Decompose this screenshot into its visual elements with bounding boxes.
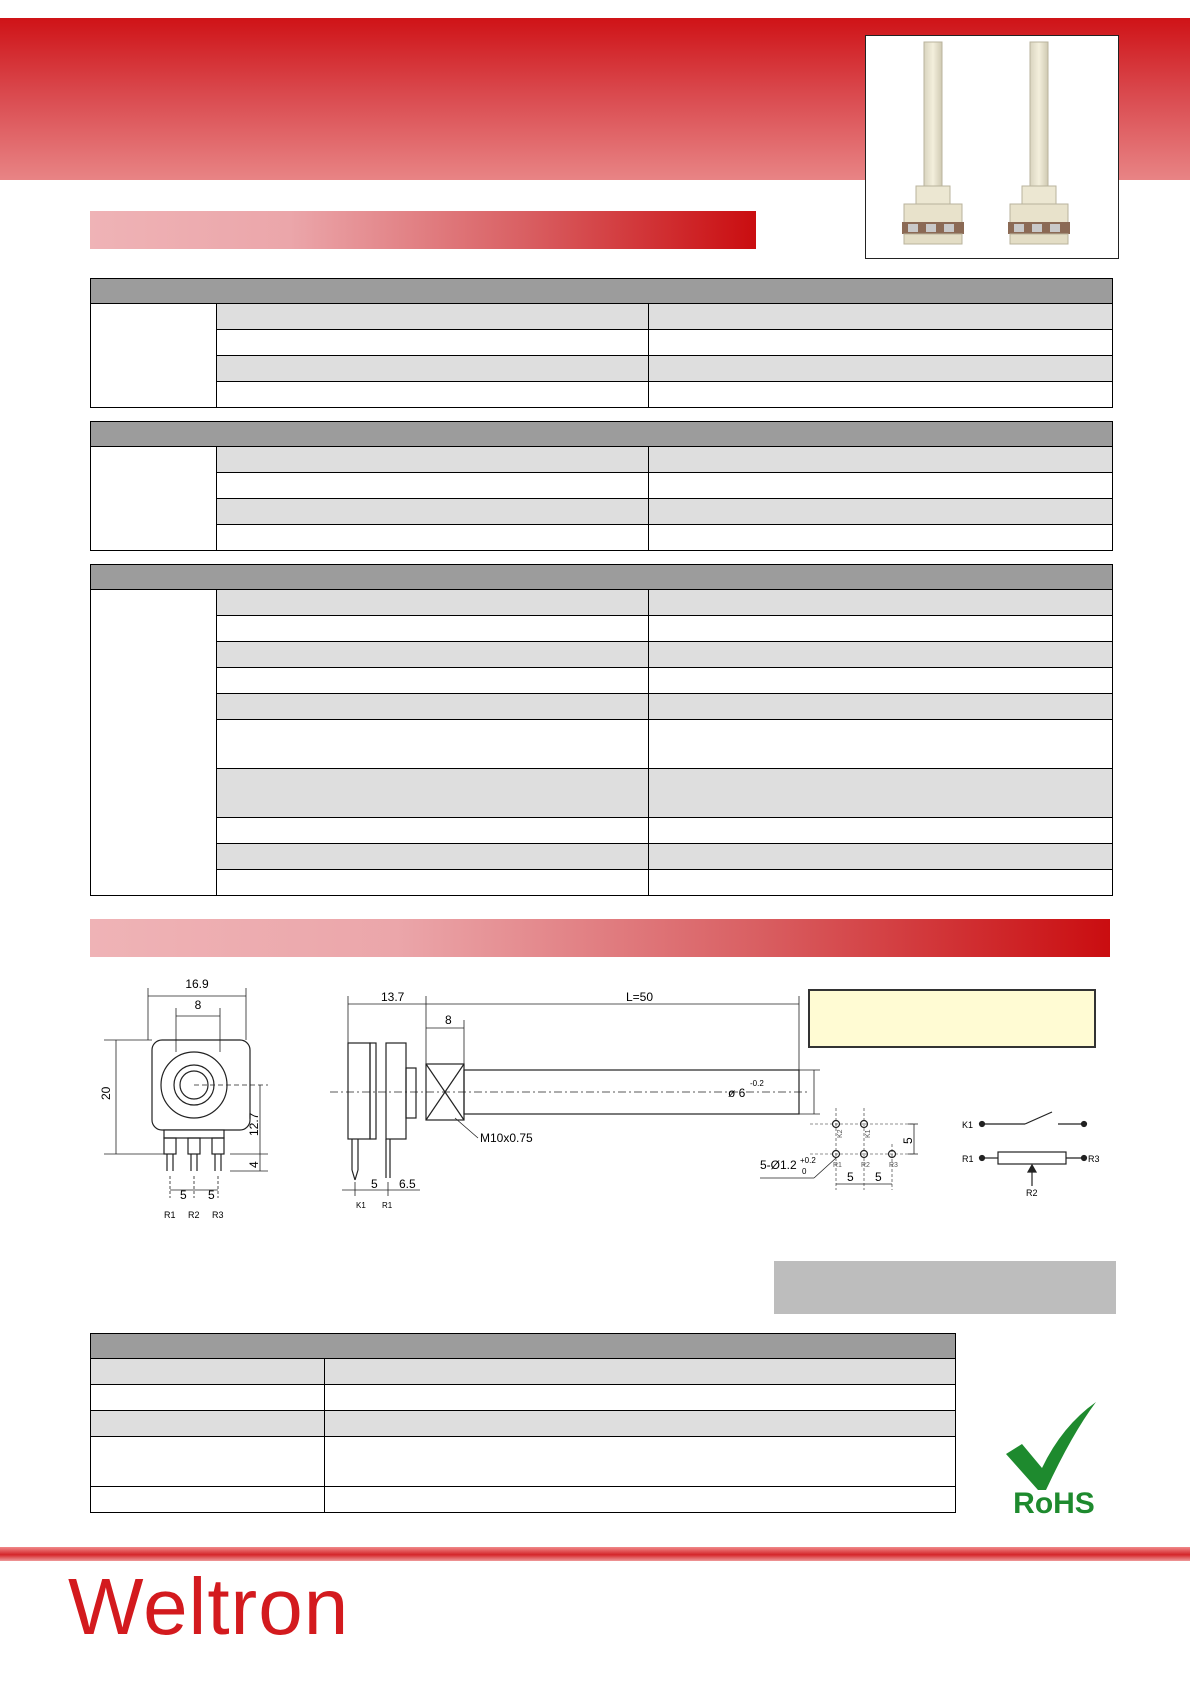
table-cell [217,720,649,769]
table-cell [217,694,649,720]
schematic-r1: R1 [962,1154,974,1164]
schematic-r2: R2 [1026,1188,1038,1198]
pcb-label-k2: K2 [837,1129,844,1138]
side-view-drawing [330,996,820,1196]
table-cell [649,694,1113,720]
table-cell [217,304,649,330]
table-cell [217,473,649,499]
weltron-logo: Weltron [68,1562,350,1651]
table-cell [649,473,1113,499]
table-cell [649,330,1113,356]
pcb-label-k1: K1 [865,1129,872,1138]
table-cell [217,525,649,551]
dim-hole-tol-top: +0.2 [800,1156,816,1165]
table-cell [649,304,1113,330]
table-cell [217,616,649,642]
table-cell [649,769,1113,818]
row-group-label [91,447,217,551]
dim-pin-pitch-2: 5 [208,1188,215,1202]
pin-label-r1: R1 [164,1210,176,1220]
dim-shaft-tolerance: -0.2 [750,1079,764,1088]
table-cell [325,1437,956,1487]
table-header [91,422,1113,447]
table-cell [325,1359,956,1385]
table-cell [91,1385,325,1411]
schematic-r3: R3 [1088,1154,1100,1164]
table-header [91,279,1113,304]
table-cell [217,499,649,525]
pin-label-r3: R3 [212,1210,224,1220]
table-cell [91,1487,325,1513]
table-cell [325,1411,956,1437]
dim-thread: M10x0.75 [480,1131,533,1145]
side-label-k1: K1 [356,1201,366,1210]
row-group-label [91,304,217,408]
table-cell [649,356,1113,382]
schematic-k1: K1 [962,1120,974,1130]
table-cell [649,818,1113,844]
section-bar-features [90,211,756,249]
spec-table-1 [90,278,1113,408]
table-header [91,565,1113,590]
table-cell [217,382,649,408]
section-bar-dimensions [90,919,1110,957]
table-cell [217,590,649,616]
dim-shaft-length: L=50 [626,990,654,1004]
rohs-badge [1000,1400,1110,1520]
table-cell [91,1411,325,1437]
dim-side-pin-1: 5 [371,1177,378,1191]
dim-pcb-pitch-1: 5 [847,1170,854,1184]
table-header [91,1334,956,1359]
dim-holes: 5-Ø1.2 [760,1158,797,1172]
table-cell [649,382,1113,408]
pcb-layout-drawing [760,1108,918,1190]
dim-shaft-diameter: ø 6 [728,1086,746,1100]
spec-table-3 [90,564,1113,896]
pcb-label-r2: R2 [861,1162,870,1169]
side-label-r1: R1 [382,1201,393,1210]
table-cell [649,616,1113,642]
table-cell [649,870,1113,896]
table-cell [649,720,1113,769]
table-cell [649,590,1113,616]
checkmark-icon [1006,1402,1096,1490]
dim-side-body: 13.7 [381,990,405,1004]
table-cell [649,447,1113,473]
table-cell [325,1487,956,1513]
footer-line [0,1547,1190,1561]
table-cell [217,844,649,870]
pin-label-r2: R2 [188,1210,200,1220]
dim-hole-tol-bottom: 0 [802,1167,807,1176]
circuit-schematic [980,1112,1087,1186]
dim-pin-pitch-1: 5 [180,1188,187,1202]
table-cell [649,668,1113,694]
product-photo [865,35,1119,259]
dim-side-pin-2: 6.5 [399,1177,416,1191]
table-cell [91,1359,325,1385]
table-cell [217,818,649,844]
table-cell [217,668,649,694]
table-cell [91,1437,325,1487]
potentiometer-photo-icon [866,36,1118,258]
dim-bushing: 8 [445,1013,452,1027]
table-cell [217,447,649,473]
table-cell [217,356,649,382]
note-box [808,989,1096,1048]
pcb-label-r3: R3 [889,1162,898,1169]
info-box [774,1261,1116,1314]
table-cell [217,642,649,668]
table-cell [649,525,1113,551]
dim-front-shaft-width: 8 [194,998,202,1012]
dim-pcb-row: 5 [901,1137,915,1144]
dim-front-height: 20 [99,1086,113,1100]
spec-table-2 [90,421,1113,551]
ordering-table [90,1333,956,1513]
row-group-label [91,590,217,896]
front-view-drawing [104,988,268,1198]
dim-front-center-height: 12.7 [247,1112,261,1136]
table-cell [325,1385,956,1411]
table-cell [217,769,649,818]
table-cell [649,499,1113,525]
table-cell [649,642,1113,668]
dim-pcb-pitch-2: 5 [875,1170,882,1184]
table-cell [217,870,649,896]
dim-pin-length: 4 [247,1161,261,1168]
dim-front-width: 16.9 [185,977,209,991]
table-cell [649,844,1113,870]
pcb-label-r1: R1 [833,1162,842,1169]
rohs-label: RoHS [1013,1487,1095,1520]
table-cell [217,330,649,356]
